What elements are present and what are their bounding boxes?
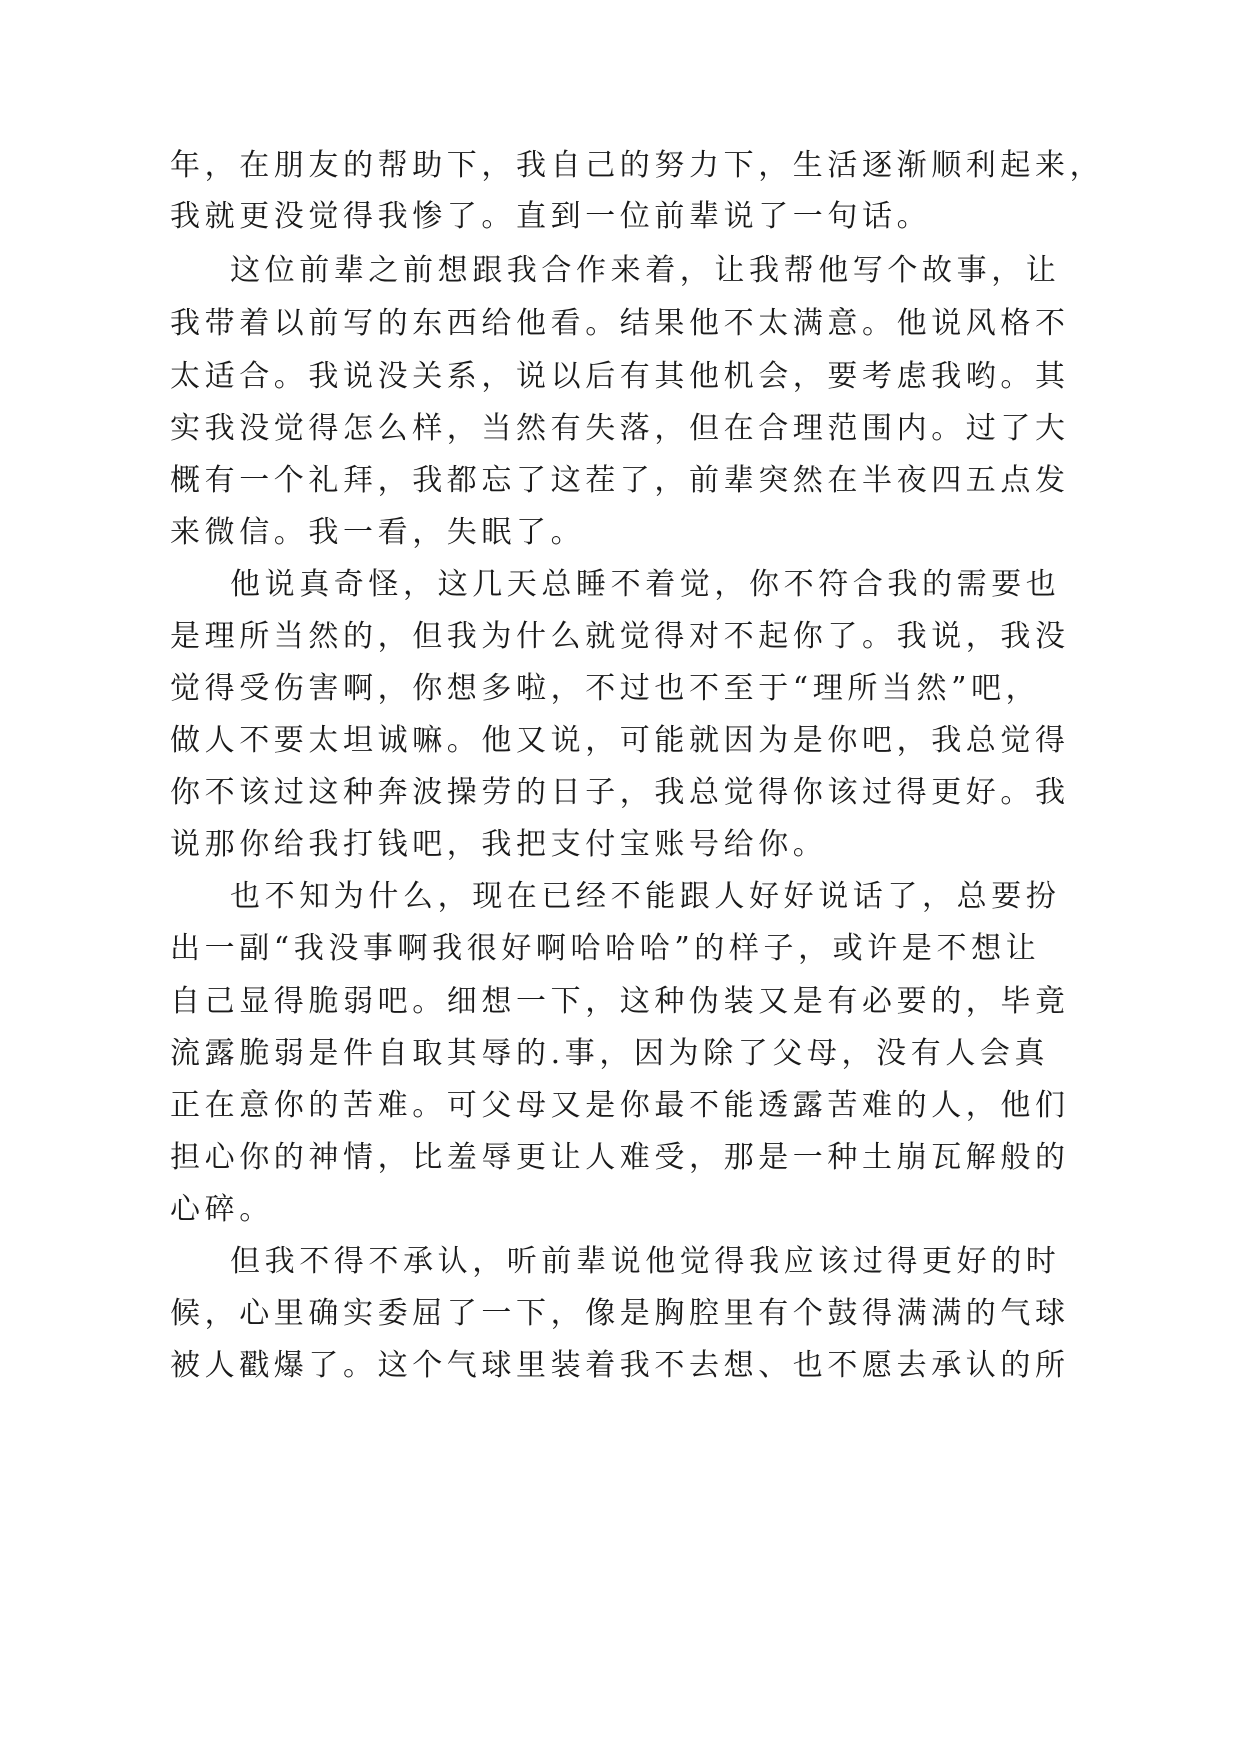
paragraph-3-line-6: 说那你给我打钱吧，我把支付宝账号给你。 (170, 827, 828, 862)
paragraph-2-line-6: 来微信。我一看，失眠了。 (170, 515, 586, 550)
text-line-1: 年，在朋友的帮助下，我自己的努力下，生活逐渐顺利起来， (170, 148, 1105, 183)
paragraph-5-line-3: 被人戳爆了。这个气球里装着我不去想、也不愿去承认的所 (170, 1348, 1070, 1383)
paragraph-5-line-2: 候，心里确实委屈了一下，像是胸腔里有个鼓得满满的气球 (170, 1296, 1070, 1331)
paragraph-4-line-2: 出一副“我没事啊我很好啊哈哈哈”的样子，或许是不想让 (170, 931, 1041, 966)
paragraph-4-line-3: 自己显得脆弱吧。细想一下，这种伪装又是有必要的，毕竟 (170, 984, 1070, 1019)
paragraph-3-line-2: 是理所当然的，但我为什么就觉得对不起你了。我说，我没 (170, 619, 1070, 654)
paragraph-4-line-4: 流露脆弱是件自取其辱的.事，因为除了父母，没有人会真 (170, 1036, 1050, 1071)
paragraph-2-line-1: 这位前辈之前想跟我合作来着，让我帮他写个故事，让 (230, 253, 1061, 288)
text-line-2: 我就更没觉得我惨了。直到一位前辈说了一句话。 (170, 199, 932, 234)
paragraph-3-line-3: 觉得受伤害啊，你想多啦，不过也不至于“理所当然”吧， (170, 671, 1041, 706)
paragraph-4-line-7: 心碎。 (170, 1192, 274, 1227)
paragraph-5-line-1: 但我不得不承认，听前辈说他觉得我应该过得更好的时 (230, 1244, 1061, 1279)
paragraph-4-line-6: 担心你的神情，比羞辱更让人难受，那是一种土崩瓦解般的 (170, 1140, 1070, 1175)
paragraph-2-line-5: 概有一个礼拜，我都忘了这茬了，前辈突然在半夜四五点发 (170, 463, 1070, 498)
paragraph-4-line-5: 正在意你的苦难。可父母又是你最不能透露苦难的人，他们 (170, 1088, 1070, 1123)
paragraph-2-line-3: 太适合。我说没关系，说以后有其他机会，要考虑我哟。其 (170, 359, 1070, 394)
paragraph-2-line-2: 我带着以前写的东西给他看。结果他不太满意。他说风格不 (170, 306, 1070, 341)
paragraph-2-line-4: 实我没觉得怎么样，当然有失落，但在合理范围内。过了大 (170, 411, 1070, 446)
paragraph-3-line-4: 做人不要太坦诚嘛。他又说，可能就因为是你吧，我总觉得 (170, 723, 1070, 758)
paragraph-4-line-1: 也不知为什么，现在已经不能跟人好好说话了，总要扮 (230, 879, 1061, 914)
paragraph-3-line-5: 你不该过这种奔波操劳的日子，我总觉得你该过得更好。我 (170, 775, 1070, 810)
paragraph-3-line-1: 他说真奇怪，这几天总睡不着觉，你不符合我的需要也 (230, 567, 1061, 602)
